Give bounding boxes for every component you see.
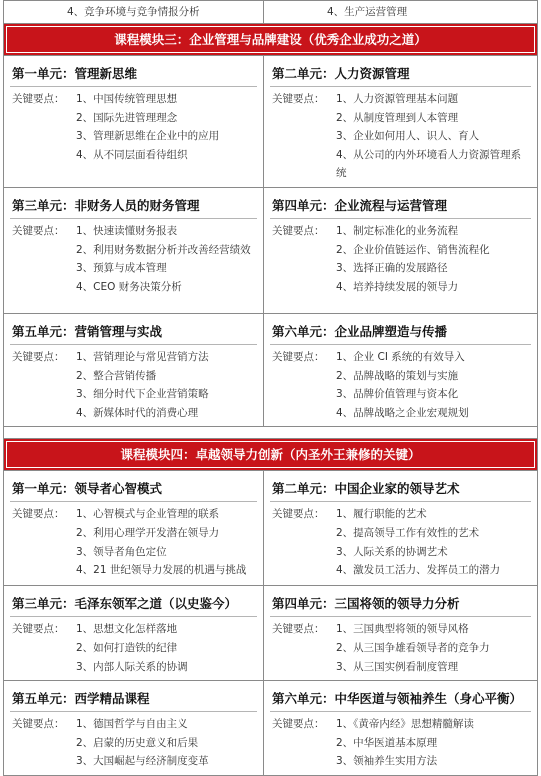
module-header [4, 24, 538, 56]
key-point [4, 524, 257, 543]
indent [264, 241, 336, 260]
key-point [264, 348, 531, 367]
key-point [264, 715, 531, 734]
key-point-text: 2、整合营销传播 [76, 369, 157, 382]
key-point [4, 715, 257, 734]
key-point-text: 3、选择正确的发展路径 [336, 262, 448, 275]
key-point [264, 385, 531, 404]
key-point-text: 3、内部人际关系的协调 [76, 660, 188, 673]
key-point [4, 404, 257, 423]
indent [4, 543, 76, 562]
key-point-text: 4、从不同层面看待组织 [76, 148, 188, 161]
key-points [264, 502, 537, 583]
key-point-text: 3、品牌价值管理与资本化 [336, 388, 459, 401]
unit-cell [4, 56, 264, 188]
key-point-text: 3、人际关系的协调艺术 [336, 545, 448, 558]
indent [264, 524, 336, 543]
key-point-text: 2、启蒙的历史意义和后果 [76, 736, 199, 749]
key-point [264, 109, 531, 128]
key-point-text: 4、激发员工活力、发挥员工的潜力 [336, 564, 501, 577]
unit-row [4, 471, 538, 586]
key-points-label: 关键要点： [272, 224, 325, 237]
key-point-text: 1、思想文化怎样落地 [76, 623, 178, 636]
indent [264, 752, 336, 771]
key-point-text: 2、中华医道基本原理 [336, 736, 438, 749]
indent [264, 639, 336, 658]
indent [4, 752, 76, 771]
key-point-text: 3、领导者角色定位 [76, 545, 167, 558]
key-point [264, 524, 531, 543]
course-outline-page [3, 0, 537, 776]
key-point-text: 3、企业如何用人、识人、育人 [336, 130, 480, 143]
key-point [4, 543, 257, 562]
key-points [4, 345, 263, 426]
unit-title: 第五单元：西学精品课程 [12, 691, 150, 707]
key-point [264, 241, 531, 260]
key-points [264, 712, 537, 775]
indent [4, 734, 76, 753]
key-point-text: 2、品牌战略的策划与实施 [336, 369, 459, 382]
key-point [4, 752, 257, 771]
key-points-label: 关键要点： [272, 718, 325, 731]
indent [264, 404, 336, 423]
indent [264, 109, 336, 128]
indent [264, 278, 336, 297]
key-point [4, 734, 257, 753]
key-points [4, 502, 263, 583]
key-point [4, 505, 257, 524]
key-point-text: 3、管理新思维在企业中的应用 [76, 130, 220, 143]
key-point [264, 404, 531, 423]
module-spacer [4, 427, 538, 439]
key-point [264, 127, 531, 146]
key-point [264, 367, 531, 386]
unit-cell [4, 187, 264, 313]
key-point [264, 505, 531, 524]
unit-title: 第六单元：中华医道与领袖养生（身心平衡） [272, 691, 523, 707]
unit-cell [264, 187, 538, 313]
key-point [4, 639, 257, 658]
key-points [264, 617, 537, 680]
indent [264, 658, 336, 677]
indent [264, 367, 336, 386]
unit-title: 第三单元：毛泽东领军之道（以史鉴今） [12, 596, 238, 612]
key-point-text: 1、履行职能的艺术 [336, 508, 427, 521]
top-right-point: 4、生产运营管理 [327, 6, 408, 18]
key-point-text: 1、心智模式与企业管理的联系 [76, 508, 220, 521]
key-points-label: 关键要点： [12, 350, 65, 363]
unit-cell [264, 586, 538, 681]
unit-cell [264, 313, 538, 426]
key-point-text: 4、培养持续发展的领导力 [336, 280, 459, 293]
key-points [4, 219, 263, 300]
key-point-text: 2、国际先进管理理念 [76, 111, 178, 124]
unit-title: 第二单元：中国企业家的领导艺术 [272, 481, 460, 497]
key-point [4, 90, 257, 109]
unit-row [4, 681, 538, 776]
key-point-text: 2、提高领导工作有效性的艺术 [336, 526, 480, 539]
key-points [264, 345, 537, 426]
indent [4, 127, 76, 146]
key-point [264, 146, 531, 183]
indent [4, 404, 76, 423]
key-point [4, 385, 257, 404]
key-points-label: 关键要点： [272, 350, 325, 363]
key-points-label: 关键要点： [272, 93, 325, 105]
key-point-text: 2、从三国争雄看领导者的竞争力 [336, 641, 490, 654]
key-point [264, 734, 531, 753]
key-point [264, 752, 531, 771]
unit-title: 第四单元：三国将领的领导力分析 [272, 596, 460, 612]
key-point [264, 561, 531, 580]
indent [4, 278, 76, 297]
indent [4, 367, 76, 386]
key-point [4, 109, 257, 128]
unit-title: 第五单元：营销管理与实战 [12, 323, 163, 339]
key-point [4, 658, 257, 677]
key-point-text: 1、德国哲学与自由主义 [76, 718, 188, 731]
key-point-text: 4、21 世纪领导力发展的机遇与挑战 [76, 564, 247, 577]
key-points [4, 712, 263, 775]
indent [4, 109, 76, 128]
key-point [264, 278, 531, 297]
unit-title: 第一单元：领导者心智模式 [12, 481, 163, 497]
key-point-text: 3、从三国实例看制度管理 [336, 660, 459, 673]
unit-title: 第一单元：管理新思维 [12, 66, 138, 81]
key-point-text: 2、如何打造铁的纪律 [76, 641, 178, 654]
indent [264, 127, 336, 146]
module-header [4, 439, 538, 471]
module-title: 课程模块四：卓越领导力创新（内圣外王兼修的关键） [6, 441, 535, 468]
key-point [4, 259, 257, 278]
key-point-text: 4、品牌战略之企业宏观规划 [336, 406, 469, 419]
key-point [4, 367, 257, 386]
key-points [4, 617, 263, 680]
key-point-text: 1、中国传统管理思想 [76, 93, 178, 105]
indent [4, 658, 76, 677]
key-point-text: 3、预算与成本管理 [76, 262, 167, 275]
key-points-label: 关键要点： [12, 224, 65, 237]
unit-row [4, 313, 538, 426]
key-point [264, 259, 531, 278]
indent [264, 146, 336, 183]
key-points [4, 87, 263, 168]
key-points-label: 关键要点： [12, 93, 65, 105]
key-point-text: 3、大国崛起与经济制度变革 [76, 755, 209, 768]
unit-cell [264, 56, 538, 188]
key-points-label: 关键要点： [12, 623, 65, 636]
key-point-text: 4、CEO 财务决策分析 [76, 280, 182, 293]
key-point-text: 3、细分时代下企业营销策略 [76, 388, 209, 401]
unit-cell [264, 681, 538, 776]
key-point [4, 620, 257, 639]
key-point [4, 278, 257, 297]
key-point [264, 639, 531, 658]
key-point [4, 222, 257, 241]
unit-row [4, 187, 538, 313]
unit-title: 第二单元：人力资源管理 [272, 66, 410, 81]
key-point-text: 1、《黄帝内经》思想精髓解读 [336, 718, 474, 731]
key-point [4, 241, 257, 260]
key-point-text: 1、制定标准化的业务流程 [336, 224, 459, 237]
key-point-text: 4、从公司的内外环境看人力资源管理系统 [336, 148, 522, 180]
indent [4, 561, 76, 580]
module-title: 课程模块三：企业管理与品牌建设（优秀企业成功之道） [6, 26, 535, 53]
course-table [3, 0, 538, 776]
key-points [264, 219, 537, 300]
key-point-text: 3、领袖养生实用方法 [336, 755, 438, 768]
indent [4, 146, 76, 165]
indent [264, 543, 336, 562]
key-point-text: 2、企业价值链运作、销售流程化 [336, 243, 490, 256]
indent [4, 385, 76, 404]
indent [4, 639, 76, 658]
indent [264, 259, 336, 278]
key-point [4, 348, 257, 367]
unit-cell [4, 586, 264, 681]
indent [264, 734, 336, 753]
key-point [264, 620, 531, 639]
unit-row [4, 56, 538, 188]
key-points-label: 关键要点： [12, 508, 65, 521]
key-points-label: 关键要点： [12, 718, 65, 731]
key-point [264, 222, 531, 241]
key-point-text: 1、人力资源管理基本问题 [336, 93, 459, 105]
key-points-label: 关键要点： [272, 623, 325, 636]
top-left-point: 4、竞争环境与竞争情报分析 [67, 6, 200, 18]
unit-row [4, 586, 538, 681]
indent [264, 385, 336, 404]
key-point-text: 2、利用心理学开发潜在领导力 [76, 526, 220, 539]
key-point [264, 658, 531, 677]
unit-title: 第三单元：非财务人员的财务管理 [12, 197, 200, 213]
key-points-label: 关键要点： [272, 508, 325, 521]
key-point-text: 2、从制度管理到人本管理 [336, 111, 459, 124]
key-points [264, 87, 537, 187]
key-point-text: 1、快速读懂财务报表 [76, 224, 178, 237]
key-point [4, 127, 257, 146]
indent [4, 259, 76, 278]
unit-title: 第四单元：企业流程与运营管理 [272, 197, 448, 213]
unit-cell [264, 471, 538, 586]
indent [4, 241, 76, 260]
key-point-text: 1、企业 CI 系统的有效导入 [336, 350, 465, 363]
key-point [4, 146, 257, 165]
key-point [264, 90, 531, 109]
unit-cell [4, 471, 264, 586]
key-point [264, 543, 531, 562]
key-point-text: 1、营销理论与常见营销方法 [76, 350, 209, 363]
key-point [4, 561, 257, 580]
key-point-text: 1、三国典型将领的领导风格 [336, 623, 469, 636]
key-point-text: 2、利用财务数据分析并改善经营绩效 [76, 243, 251, 256]
key-point-text: 4、新媒体时代的消费心理 [76, 406, 199, 419]
unit-cell [4, 681, 264, 776]
indent [4, 524, 76, 543]
indent [264, 561, 336, 580]
unit-cell [4, 313, 264, 426]
top-row [4, 1, 538, 24]
unit-title: 第六单元：企业品牌塑造与传播 [272, 323, 448, 339]
